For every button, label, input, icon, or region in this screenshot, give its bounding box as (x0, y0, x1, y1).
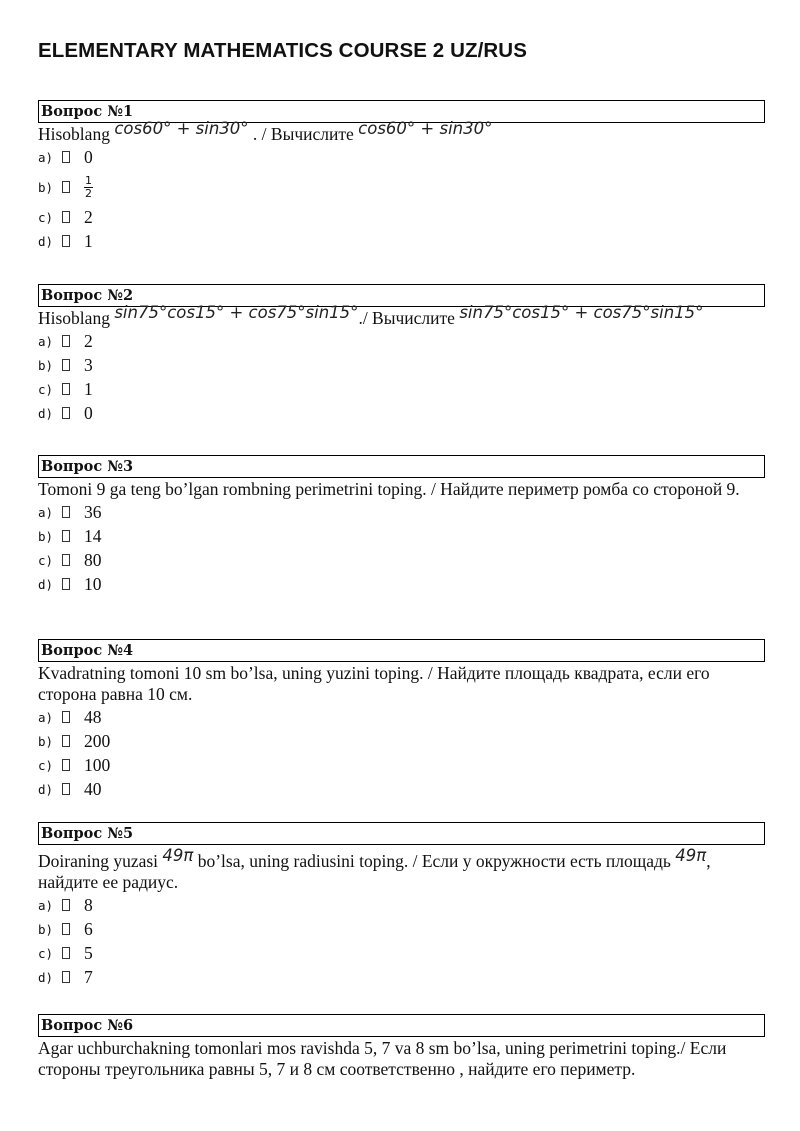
option-label: d) (38, 969, 54, 985)
option-label: b) (38, 528, 54, 544)
checkbox-icon[interactable] (62, 506, 70, 518)
question-text-part: Doiraning yuzasi (38, 851, 159, 871)
checkbox-icon[interactable] (62, 759, 70, 771)
option-value: 1 (84, 230, 93, 251)
formula-image: sin75°cos15° + cos75°sin15° (114, 303, 359, 322)
question-text: Kvadratning tomoni 10 sm bo’lsa, uning yuzini toping. / Найдите площадь квадрата, если его сторона равна 10 см. (38, 663, 710, 704)
option-label: d) (38, 781, 54, 797)
question-text-uz: Hisoblang (38, 124, 110, 144)
question-text (38, 303, 765, 329)
checkbox-icon[interactable] (62, 971, 70, 983)
option-value: 0 (84, 402, 93, 423)
checkbox-icon[interactable] (62, 151, 70, 163)
checkbox-icon[interactable] (62, 359, 70, 371)
formula-image: 49π (162, 846, 194, 865)
question-header: Вопрос №5 (38, 822, 765, 845)
option-label: a) (38, 504, 54, 520)
answer-option-c[interactable] (38, 753, 765, 777)
checkbox-icon[interactable] (62, 947, 70, 959)
option-label: a) (38, 709, 54, 725)
answer-option-b[interactable] (38, 353, 765, 377)
option-label: b) (38, 357, 54, 373)
answer-option-d[interactable] (38, 401, 765, 425)
answer-option-c[interactable] (38, 548, 765, 572)
option-label: d) (38, 576, 54, 592)
option-label: c) (38, 209, 54, 225)
document-title: ELEMENTARY MATHEMATICS COURSE 2 UZ/RUS (38, 39, 527, 62)
answer-option-d[interactable] (38, 229, 765, 253)
fraction-numerator: 1 (85, 173, 92, 187)
checkbox-icon[interactable] (62, 407, 70, 419)
checkbox-icon[interactable] (62, 383, 70, 395)
checkbox-icon[interactable] (62, 181, 70, 193)
formula-image: sin75°cos15° + cos75°sin15° (459, 303, 704, 322)
checkbox-icon[interactable] (62, 335, 70, 347)
answer-option-c[interactable] (38, 941, 765, 965)
option-value: 5 (84, 942, 93, 963)
option-value: 14 (84, 525, 102, 546)
answer-option-a[interactable] (38, 145, 765, 169)
option-value: 10 (84, 573, 102, 594)
option-value: 40 (84, 778, 102, 799)
option-value: 200 (84, 730, 111, 751)
option-value: 8 (84, 894, 93, 915)
option-label: d) (38, 405, 54, 421)
checkbox-icon[interactable] (62, 235, 70, 247)
question-text-part: , найдите ее радиус. (38, 851, 711, 892)
option-label: b) (38, 733, 54, 749)
answer-option-c[interactable] (38, 377, 765, 401)
question-header: Вопрос №2 (38, 284, 765, 307)
question-2 (38, 284, 765, 425)
answer-option-b[interactable] (38, 917, 765, 941)
option-value: 100 (84, 754, 111, 775)
question-header: Вопрос №6 (38, 1014, 765, 1037)
question-text (38, 846, 765, 893)
answer-option-a[interactable] (38, 705, 765, 729)
answer-option-d[interactable] (38, 777, 765, 801)
answer-option-b[interactable] (38, 169, 765, 205)
answer-option-c[interactable] (38, 205, 765, 229)
answer-option-b[interactable] (38, 729, 765, 753)
option-value: 1 (84, 378, 93, 399)
question-header: Вопрос №1 (38, 100, 765, 123)
question-separator: ./ Вычислите (358, 308, 455, 328)
question-separator: . / Вычислите (252, 124, 354, 144)
question-text: Tomoni 9 ga teng bo’lgan rombning perimetrini toping. / Найдите периметр ромба со стороной 9. (38, 479, 740, 499)
checkbox-icon[interactable] (62, 899, 70, 911)
question-6 (38, 1014, 765, 1080)
question-header: Вопрос №4 (38, 639, 765, 662)
question-text-uz: Hisoblang (38, 308, 110, 328)
question-4 (38, 639, 765, 801)
formula-image: cos60° + sin30° (114, 119, 249, 138)
option-value: 6 (84, 918, 93, 939)
question-1 (38, 100, 765, 253)
question-3 (38, 455, 765, 596)
checkbox-icon[interactable] (62, 554, 70, 566)
checkbox-icon[interactable] (62, 711, 70, 723)
answer-option-a[interactable] (38, 893, 765, 917)
checkbox-icon[interactable] (62, 783, 70, 795)
option-value: 0 (84, 146, 93, 167)
checkbox-icon[interactable] (62, 735, 70, 747)
answer-option-d[interactable] (38, 965, 765, 989)
answer-option-a[interactable] (38, 500, 765, 524)
option-value: 3 (84, 354, 93, 375)
option-label: c) (38, 945, 54, 961)
formula-image: cos60° + sin30° (358, 119, 493, 138)
option-label: a) (38, 333, 54, 349)
question-text: Agar uchburchakning tomonlari mos ravishda 5, 7 va 8 sm bo’lsa, uning perimetrini toping./ Если стороны треугольника равны 5, 7 и 8 см соответственно , найдите его периметр. (38, 1038, 727, 1079)
option-value: 2 (84, 330, 93, 351)
answer-option-a[interactable] (38, 329, 765, 353)
question-text-part: bo’lsa, uning radiusini toping. / Если у окружности есть площадь (197, 851, 671, 871)
checkbox-icon[interactable] (62, 530, 70, 542)
option-label: c) (38, 381, 54, 397)
checkbox-icon[interactable] (62, 211, 70, 223)
option-label: c) (38, 552, 54, 568)
option-value: 48 (84, 706, 102, 727)
formula-image: 49π (675, 846, 707, 865)
option-label: c) (38, 757, 54, 773)
option-label: b) (38, 179, 54, 195)
fraction-denominator: 2 (85, 186, 92, 200)
answer-option-b[interactable] (38, 524, 765, 548)
question-text (38, 119, 765, 145)
option-value: 2 (84, 206, 93, 227)
option-value: 80 (84, 549, 102, 570)
question-header: Вопрос №3 (38, 455, 765, 478)
option-value: 36 (84, 501, 102, 522)
question-5 (38, 822, 765, 989)
option-label: d) (38, 233, 54, 249)
checkbox-icon[interactable] (62, 923, 70, 935)
checkbox-icon[interactable] (62, 578, 70, 590)
option-label: a) (38, 149, 54, 165)
option-value: 7 (84, 966, 93, 987)
fraction-value (84, 175, 93, 200)
answer-option-d[interactable] (38, 572, 765, 596)
option-label: a) (38, 897, 54, 913)
option-label: b) (38, 921, 54, 937)
